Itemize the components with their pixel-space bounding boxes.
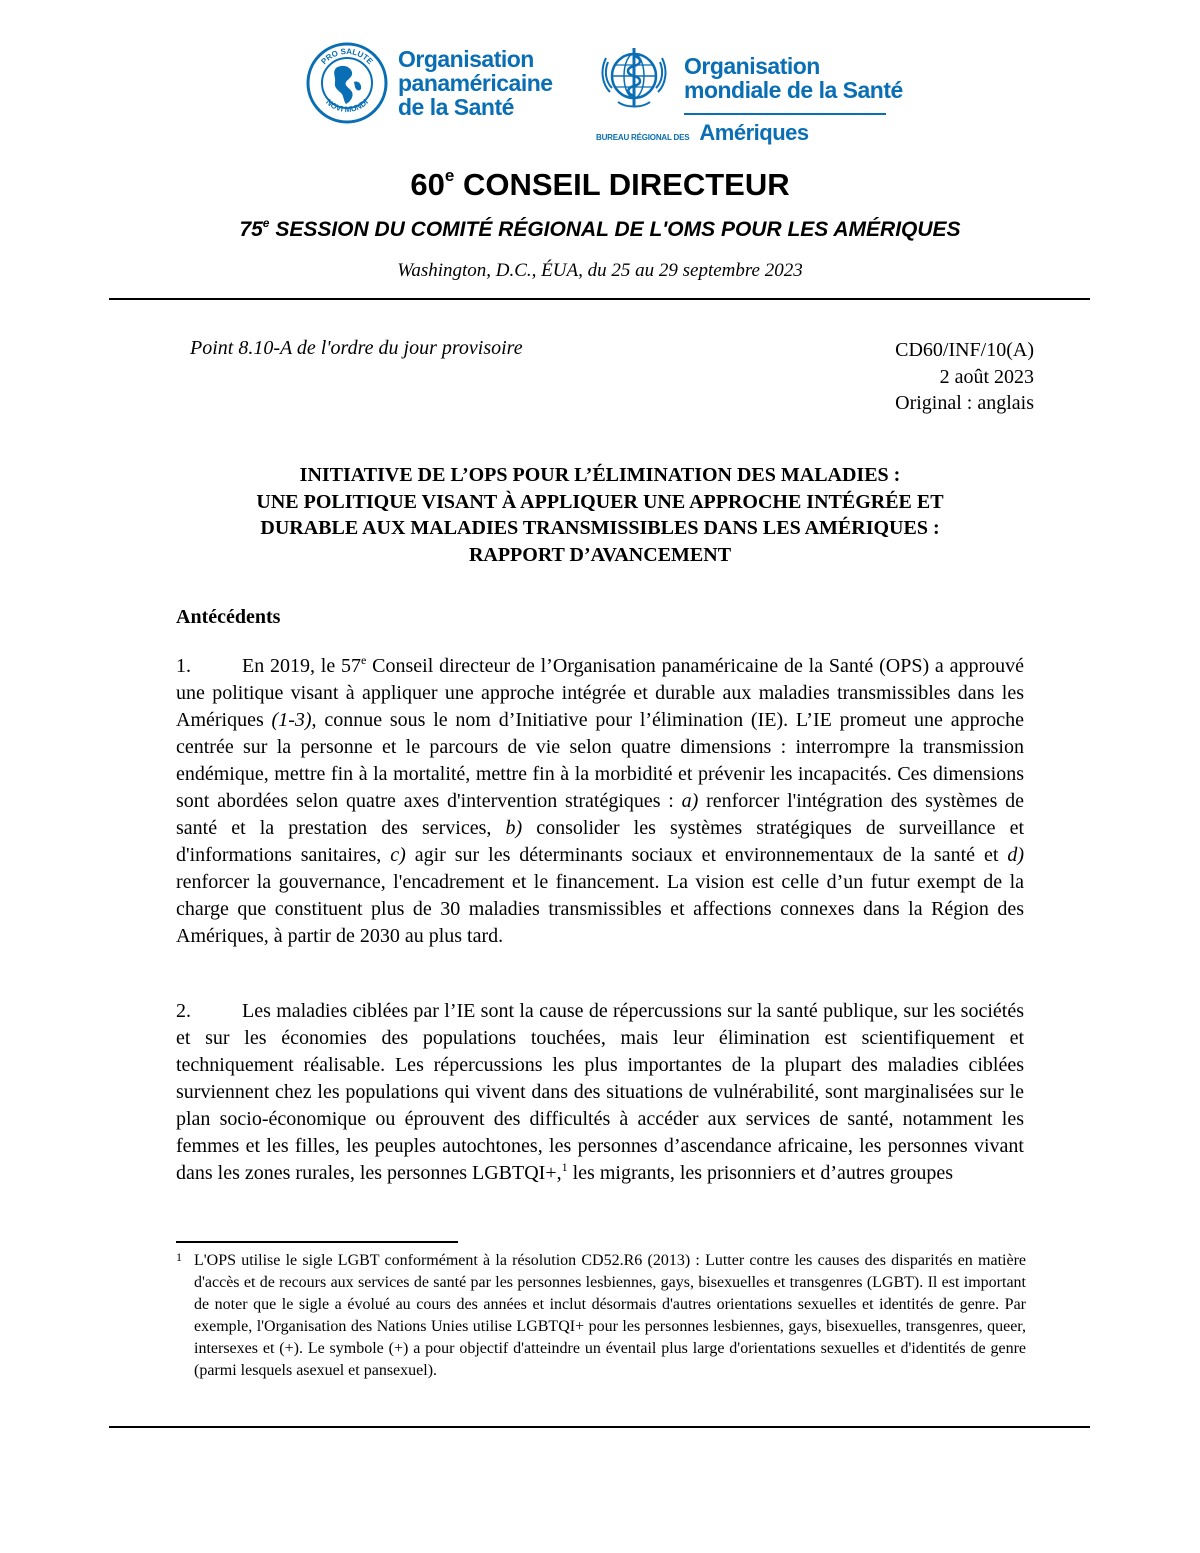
- paragraph-1: 1. En 2019, le 57e Conseil directeur de l’Organisation panaméricaine de la Santé (OPS) a approuvé une politique visant à appliquer une approche intégrée et durable aux maladies transmissibles dans les Amériques (1-3), connue sous le nom d’Initiative pour l’élimination (IE). L’IE promeut une approche centrée sur la personne et le parcours de vie selon quatre dimensions : interrompre la transmission endémique, mettre fin à la mortalité, mettre fin à la morbidité et prévenir les incapacités. Ces dimensions sont abordées selon quatre axes d'intervention stratégiques : a) renforcer l'intégration des systèmes de santé et la prestation des services, b) consolider les systèmes stratégiques de surveillance et d'informations sanitaires, c) agir sur les déterminants sociaux et environnementaux de la santé et d) renforcer la gouvernance, l'encadrement et le financement. La vision est celle d’un futur exempt de la charge que constituent plus de 30 maladies transmissibles et affections connexes dans la Région des Amériques, à partir de 2030 au plus tard.: [176, 653, 1025, 947]
- place-date: Washington, D.C., ÉUA, du 25 au 29 septembre 2023: [397, 260, 803, 281]
- who-name-line1: Organisation: [684, 53, 820, 79]
- who-region-label: Amériques: [699, 120, 809, 145]
- header-rule: [109, 298, 1090, 300]
- footnote: [176, 1250, 1026, 1382]
- paragraph-number: 2.: [176, 1000, 191, 1022]
- paho-globe-seal-icon: [306, 42, 388, 124]
- session-heading: 75e SESSION DU COMITÉ RÉGIONAL DE L'OMS POUR LES AMÉRIQUES: [239, 216, 961, 241]
- svg-text:PRO SALUTE: PRO SALUTE: [319, 46, 375, 67]
- document-date: 2 août 2023: [939, 365, 1034, 388]
- who-logo-divider: [684, 113, 886, 115]
- footnote-reference: 1: [561, 1160, 568, 1174]
- footnote-separator: [176, 1241, 458, 1243]
- footnote-text: L'OPS utilise le sigle LGBT conformément à la résolution CD52.R6 (2013) : Lutter contre les causes des disparités en matière d'accès et de recours aux services de santé par les personnes lesbiennes, gays, bisexuelles et transgenres (LGBT). Il est important de noter que le sigle a évolué au cours des années et inclut désormais d'autres orientations sexuelles et identités de genre. Par exemple, l'Organisation des Nations Unies utilise LGBTQI+ pour les personnes lesbiennes, gays, bisexuelles, transgenres, queer, intersexes et (+). Le symbole (+) a pour objectif d'atteindre un éventail plus large d'orientations sexuelles et d'identités de genre (parmi lesquels asexuel et pansexuel).: [194, 1252, 1026, 1379]
- paho-logo: [306, 42, 553, 124]
- who-name-line2: mondiale de la Santé: [684, 77, 903, 103]
- title-line: DURABLE AUX MALADIES TRANSMISSIBLES DANS LES AMÉRIQUES :: [260, 517, 940, 539]
- who-bureau-label: BUREAU RÉGIONAL DES: [596, 133, 690, 142]
- footer-rule: [109, 1426, 1090, 1428]
- agenda-item: Point 8.10-A de l'ordre du jour provisoire: [190, 337, 523, 359]
- document-code: CD60/INF/10(A): [895, 339, 1034, 361]
- footnote-mark: 1: [176, 1250, 182, 1264]
- svg-text:NOVI MUNDI: NOVI MUNDI: [324, 97, 370, 115]
- paragraph-number: 1.: [176, 655, 191, 677]
- document-original-language: Original : anglais: [895, 392, 1034, 414]
- paho-name-line2: panaméricaine: [398, 70, 553, 96]
- title-line: RAPPORT D’AVANCEMENT: [468, 543, 732, 566]
- section-heading: Antécédents: [176, 606, 281, 628]
- council-heading: 60e CONSEIL DIRECTEUR: [410, 166, 790, 202]
- who-emblem-icon: [592, 42, 676, 114]
- title-line: UNE POLITIQUE VISANT À APPLIQUER UNE APPROCHE INTÉGRÉE ET: [256, 490, 944, 513]
- who-regional-bureau: [596, 120, 809, 146]
- title-line: INITIATIVE DE L’OPS POUR L’ÉLIMINATION DES MALADIES :: [299, 464, 901, 486]
- document-title: [160, 462, 1040, 568]
- paragraph-2: 2. Les maladies ciblées par l’IE sont la cause de répercussions sur la santé publique, sur les sociétés et sur les économies des populations touchées, mais leur élimination est scientifiquement et techniquement réalisable. Les répercussions les plus importantes de la plupart des maladies ciblées surviennent chez les populations qui vivent dans des situations de vulnérabilité, sont marginalisées sur le plan socio-économique ou éprouvent des difficultés à accéder aux services de santé, notamment les femmes et les filles, les peuples autochtones, les personnes d’ascendance africaine, les personnes vivant dans les zones rurales, les personnes LGBTQI+,$^1$ les migrants, les prisonniers et d’autres groupes: [176, 1000, 1024, 1184]
- paho-name-line1: Organisation: [398, 46, 534, 72]
- document-meta: [895, 337, 1034, 417]
- who-logo: [592, 42, 903, 114]
- paho-name-line3: de la Santé: [398, 94, 514, 120]
